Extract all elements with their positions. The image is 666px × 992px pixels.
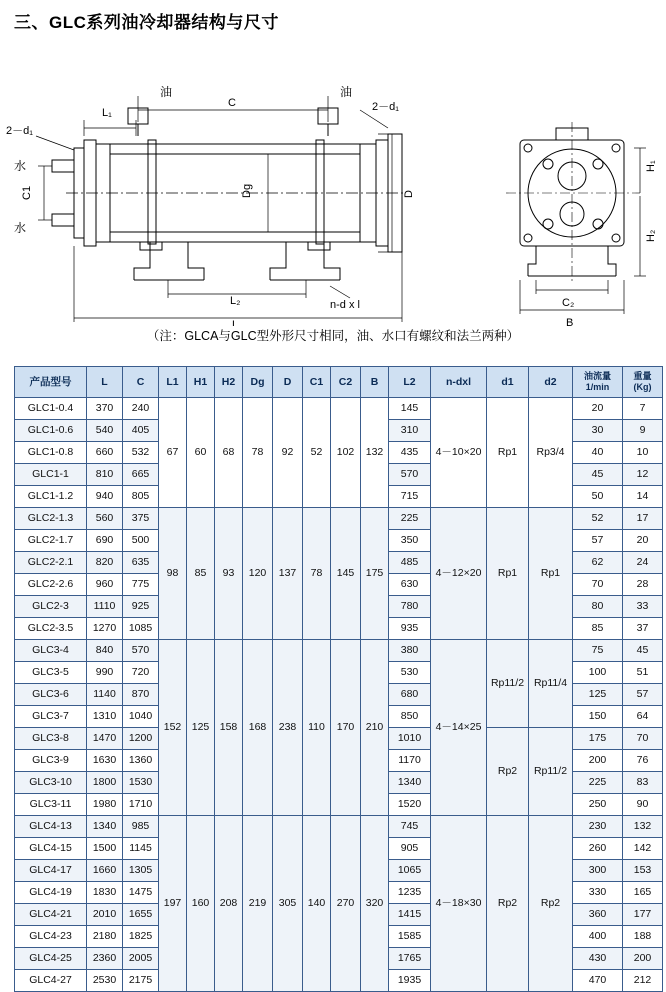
cell-L: 940 <box>87 486 123 508</box>
cell-L1: 197 <box>159 816 187 992</box>
cell-L2: 145 <box>389 398 431 420</box>
cell-L2: 1235 <box>389 882 431 904</box>
cell-H2: 158 <box>215 640 243 816</box>
cell-L2: 530 <box>389 662 431 684</box>
cell-flow: 260 <box>573 838 623 860</box>
cell-flow: 250 <box>573 794 623 816</box>
cell-C: 870 <box>123 684 159 706</box>
product-dimension-diagram <box>0 36 666 326</box>
cell-L: 1270 <box>87 618 123 640</box>
cell-H2: 93 <box>215 508 243 640</box>
cell-model: GLC4-27 <box>15 970 87 992</box>
cell-model: GLC3-6 <box>15 684 87 706</box>
cell-L: 370 <box>87 398 123 420</box>
cell-L: 960 <box>87 574 123 596</box>
cell-L: 540 <box>87 420 123 442</box>
cell-weight: 37 <box>623 618 663 640</box>
th-D: D <box>273 367 303 398</box>
cell-L: 1830 <box>87 882 123 904</box>
cell-flow: 85 <box>573 618 623 640</box>
cell-C: 665 <box>123 464 159 486</box>
cell-weight: 76 <box>623 750 663 772</box>
cell-weight: 33 <box>623 596 663 618</box>
cell-L: 560 <box>87 508 123 530</box>
cell-model: GLC2-2.1 <box>15 552 87 574</box>
cell-weight: 10 <box>623 442 663 464</box>
cell-Dg: 219 <box>243 816 273 992</box>
cell-model: GLC2-3 <box>15 596 87 618</box>
th-ndxl: n-dxl <box>431 367 487 398</box>
label-oil-right: 油 <box>340 85 353 99</box>
cell-d2: Rp11/2 <box>529 728 573 816</box>
cell-model: GLC1-0.8 <box>15 442 87 464</box>
th-L: L <box>87 367 123 398</box>
cell-flow: 430 <box>573 948 623 970</box>
cell-model: GLC4-15 <box>15 838 87 860</box>
cell-C2: 145 <box>331 508 361 640</box>
cell-L2: 485 <box>389 552 431 574</box>
cell-L2: 715 <box>389 486 431 508</box>
cell-model: GLC1-1.2 <box>15 486 87 508</box>
label-h1: H₁ <box>645 160 657 172</box>
cell-C: 775 <box>123 574 159 596</box>
cell-H2: 68 <box>215 398 243 508</box>
cell-flow: 40 <box>573 442 623 464</box>
cell-L2: 1765 <box>389 948 431 970</box>
cell-weight: 70 <box>623 728 663 750</box>
th-B: B <box>361 367 389 398</box>
cell-model: GLC2-3.5 <box>15 618 87 640</box>
cell-L2: 745 <box>389 816 431 838</box>
cell-flow: 230 <box>573 816 623 838</box>
cell-flow: 225 <box>573 772 623 794</box>
cell-flow: 470 <box>573 970 623 992</box>
cell-D: 92 <box>273 398 303 508</box>
cell-L: 690 <box>87 530 123 552</box>
cell-C: 1530 <box>123 772 159 794</box>
th-H2: H2 <box>215 367 243 398</box>
cell-L: 1660 <box>87 860 123 882</box>
th-flow-line1: 油流量 <box>583 371 611 381</box>
cell-D: 137 <box>273 508 303 640</box>
cell-flow: 360 <box>573 904 623 926</box>
cell-C1: 78 <box>303 508 331 640</box>
cell-weight: 83 <box>623 772 663 794</box>
cell-L: 2530 <box>87 970 123 992</box>
cell-C: 720 <box>123 662 159 684</box>
cell-C: 1305 <box>123 860 159 882</box>
cell-L2: 1010 <box>389 728 431 750</box>
cell-L: 1980 <box>87 794 123 816</box>
cell-L2: 1935 <box>389 970 431 992</box>
cell-ndxl: 4－10×20 <box>431 398 487 508</box>
cell-weight: 12 <box>623 464 663 486</box>
cell-C: 1085 <box>123 618 159 640</box>
th-C: C <box>123 367 159 398</box>
cell-L2: 935 <box>389 618 431 640</box>
cell-weight: 28 <box>623 574 663 596</box>
spec-table <box>14 366 663 992</box>
cell-L: 1800 <box>87 772 123 794</box>
cell-flow: 52 <box>573 508 623 530</box>
cell-L: 1470 <box>87 728 123 750</box>
cell-model: GLC4-23 <box>15 926 87 948</box>
cell-L2: 905 <box>389 838 431 860</box>
cell-C: 1825 <box>123 926 159 948</box>
table-row <box>15 398 663 420</box>
cell-flow: 125 <box>573 684 623 706</box>
cell-L2: 1585 <box>389 926 431 948</box>
cell-L2: 350 <box>389 530 431 552</box>
table-row <box>15 816 663 838</box>
th-C2: C2 <box>331 367 361 398</box>
label-b: B <box>566 317 574 326</box>
label-oil-left: 油 <box>160 85 173 99</box>
label-c1: C1 <box>21 185 33 200</box>
cell-B: 320 <box>361 816 389 992</box>
cell-C: 2175 <box>123 970 159 992</box>
cell-weight: 90 <box>623 794 663 816</box>
cell-L: 1500 <box>87 838 123 860</box>
cell-C: 2005 <box>123 948 159 970</box>
cell-B: 175 <box>361 508 389 640</box>
th-flow-line2: 1/min <box>585 382 610 392</box>
th-weight-line2: (Kg) <box>633 382 652 392</box>
cell-model: GLC4-13 <box>15 816 87 838</box>
th-d1: d1 <box>487 367 529 398</box>
th-flow <box>573 367 623 398</box>
cell-H2: 208 <box>215 816 243 992</box>
cell-C: 1360 <box>123 750 159 772</box>
cell-ndxl: 4－14×25 <box>431 640 487 816</box>
cell-L: 1140 <box>87 684 123 706</box>
cell-H1: 60 <box>187 398 215 508</box>
cell-C: 1040 <box>123 706 159 728</box>
cell-C1: 110 <box>303 640 331 816</box>
cell-L2: 780 <box>389 596 431 618</box>
cell-weight: 14 <box>623 486 663 508</box>
cell-weight: 24 <box>623 552 663 574</box>
label-d: D <box>403 190 415 198</box>
page-title: 三、GLC系列油冷却器结构与尺寸 <box>14 13 279 32</box>
cell-L: 2180 <box>87 926 123 948</box>
cell-L2: 1065 <box>389 860 431 882</box>
cell-H1: 85 <box>187 508 215 640</box>
cell-L: 1110 <box>87 596 123 618</box>
spec-table-container <box>14 366 652 992</box>
cell-L2: 680 <box>389 684 431 706</box>
cell-weight: 132 <box>623 816 663 838</box>
cell-model: GLC4-19 <box>15 882 87 904</box>
cell-L: 660 <box>87 442 123 464</box>
cell-L2: 435 <box>389 442 431 464</box>
cell-D: 305 <box>273 816 303 992</box>
cell-weight: 188 <box>623 926 663 948</box>
label-h2: H₂ <box>645 229 657 242</box>
label-2d1-left: 2－d₁ <box>6 125 33 137</box>
cell-d1: Rp2 <box>487 816 529 992</box>
cell-flow: 80 <box>573 596 623 618</box>
diagram-note: （注：GLCA与GLC型外形尺寸相同，油、水口有螺纹和法兰两种） <box>146 329 520 343</box>
cell-L: 2360 <box>87 948 123 970</box>
cell-L: 990 <box>87 662 123 684</box>
th-H1: H1 <box>187 367 215 398</box>
cell-flow: 300 <box>573 860 623 882</box>
th-model: 产品型号 <box>15 367 87 398</box>
cell-Dg: 78 <box>243 398 273 508</box>
cell-d1: Rp1 <box>487 398 529 508</box>
cell-model: GLC4-21 <box>15 904 87 926</box>
cell-model: GLC1-0.6 <box>15 420 87 442</box>
cell-weight: 20 <box>623 530 663 552</box>
label-water-bottom: 水 <box>14 221 27 235</box>
th-weight <box>623 367 663 398</box>
label-dg: Dg <box>241 183 253 198</box>
cell-L2: 1415 <box>389 904 431 926</box>
table-row <box>15 640 663 662</box>
cell-flow: 62 <box>573 552 623 574</box>
cell-flow: 400 <box>573 926 623 948</box>
cell-flow: 150 <box>573 706 623 728</box>
diagram-svg <box>0 36 666 326</box>
cell-model: GLC3-11 <box>15 794 87 816</box>
cell-model: GLC3-10 <box>15 772 87 794</box>
cell-H1: 125 <box>187 640 215 816</box>
cell-C2: 102 <box>331 398 361 508</box>
cell-H1: 160 <box>187 816 215 992</box>
th-L2: L2 <box>389 367 431 398</box>
cell-C: 925 <box>123 596 159 618</box>
cell-C: 1200 <box>123 728 159 750</box>
cell-C: 1475 <box>123 882 159 904</box>
cell-d1: Rp11/2 <box>487 640 529 728</box>
cell-flow: 100 <box>573 662 623 684</box>
th-weight-line1: 重量 <box>633 371 652 381</box>
cell-L: 1310 <box>87 706 123 728</box>
cell-d1: Rp1 <box>487 508 529 640</box>
cell-C1: 52 <box>303 398 331 508</box>
cell-C: 240 <box>123 398 159 420</box>
cell-B: 132 <box>361 398 389 508</box>
cell-Dg: 168 <box>243 640 273 816</box>
cell-weight: 200 <box>623 948 663 970</box>
cell-C: 1655 <box>123 904 159 926</box>
th-C1: C1 <box>303 367 331 398</box>
cell-model: GLC2-1.3 <box>15 508 87 530</box>
cell-L2: 850 <box>389 706 431 728</box>
cell-L: 2010 <box>87 904 123 926</box>
cell-L: 840 <box>87 640 123 662</box>
cell-model: GLC1-1 <box>15 464 87 486</box>
cell-model: GLC3-9 <box>15 750 87 772</box>
cell-C: 1710 <box>123 794 159 816</box>
cell-L2: 570 <box>389 464 431 486</box>
cell-model: GLC3-8 <box>15 728 87 750</box>
th-Dg: Dg <box>243 367 273 398</box>
cell-L2: 380 <box>389 640 431 662</box>
cell-flow: 20 <box>573 398 623 420</box>
cell-flow: 75 <box>573 640 623 662</box>
cell-flow: 57 <box>573 530 623 552</box>
cell-weight: 7 <box>623 398 663 420</box>
cell-model: GLC2-1.7 <box>15 530 87 552</box>
label-l2: L₂ <box>230 295 241 307</box>
cell-C2: 170 <box>331 640 361 816</box>
cell-Dg: 120 <box>243 508 273 640</box>
cell-flow: 50 <box>573 486 623 508</box>
cell-C: 570 <box>123 640 159 662</box>
cell-model: GLC2-2.6 <box>15 574 87 596</box>
cell-d1: Rp2 <box>487 728 529 816</box>
cell-L2: 630 <box>389 574 431 596</box>
cell-model: GLC4-25 <box>15 948 87 970</box>
cell-d2: Rp2 <box>529 816 573 992</box>
cell-L1: 152 <box>159 640 187 816</box>
cell-flow: 45 <box>573 464 623 486</box>
label-c2: C₂ <box>562 297 575 309</box>
cell-weight: 165 <box>623 882 663 904</box>
cell-d2: Rp1 <box>529 508 573 640</box>
cell-B: 210 <box>361 640 389 816</box>
cell-model: GLC3-5 <box>15 662 87 684</box>
cell-flow: 175 <box>573 728 623 750</box>
cell-C: 1145 <box>123 838 159 860</box>
cell-C: 985 <box>123 816 159 838</box>
label-c: C <box>228 97 236 109</box>
cell-flow: 30 <box>573 420 623 442</box>
cell-L: 1630 <box>87 750 123 772</box>
th-d2: d2 <box>529 367 573 398</box>
cell-flow: 200 <box>573 750 623 772</box>
label-2d1-right: 2－d₁ <box>372 101 399 113</box>
cell-C: 805 <box>123 486 159 508</box>
cell-weight: 17 <box>623 508 663 530</box>
cell-weight: 142 <box>623 838 663 860</box>
cell-C1: 140 <box>303 816 331 992</box>
cell-L1: 67 <box>159 398 187 508</box>
th-L1: L1 <box>159 367 187 398</box>
cell-ndxl: 4－12×20 <box>431 508 487 640</box>
cell-L2: 1340 <box>389 772 431 794</box>
cell-weight: 153 <box>623 860 663 882</box>
cell-L1: 98 <box>159 508 187 640</box>
cell-weight: 45 <box>623 640 663 662</box>
cell-L: 820 <box>87 552 123 574</box>
cell-weight: 212 <box>623 970 663 992</box>
cell-flow: 70 <box>573 574 623 596</box>
cell-model: GLC4-17 <box>15 860 87 882</box>
cell-L2: 1520 <box>389 794 431 816</box>
cell-C: 532 <box>123 442 159 464</box>
cell-flow: 330 <box>573 882 623 904</box>
cell-C: 500 <box>123 530 159 552</box>
cell-weight: 64 <box>623 706 663 728</box>
cell-C: 635 <box>123 552 159 574</box>
label-l: L <box>232 319 239 326</box>
cell-D: 238 <box>273 640 303 816</box>
cell-C: 375 <box>123 508 159 530</box>
table-row <box>15 508 663 530</box>
cell-L2: 310 <box>389 420 431 442</box>
cell-weight: 57 <box>623 684 663 706</box>
table-header-row <box>15 367 663 398</box>
cell-L: 1340 <box>87 816 123 838</box>
cell-model: GLC1-0.4 <box>15 398 87 420</box>
cell-weight: 177 <box>623 904 663 926</box>
cell-L2: 1170 <box>389 750 431 772</box>
cell-C2: 270 <box>331 816 361 992</box>
label-water-top: 水 <box>14 159 27 173</box>
cell-model: GLC3-4 <box>15 640 87 662</box>
cell-model: GLC3-7 <box>15 706 87 728</box>
cell-d2: Rp3/4 <box>529 398 573 508</box>
cell-L2: 225 <box>389 508 431 530</box>
cell-weight: 9 <box>623 420 663 442</box>
label-l1: L₁ <box>102 107 112 119</box>
label-ndxl: n-d x l <box>330 299 360 311</box>
cell-ndxl: 4－18×30 <box>431 816 487 992</box>
cell-C: 405 <box>123 420 159 442</box>
cell-weight: 51 <box>623 662 663 684</box>
cell-L: 810 <box>87 464 123 486</box>
cell-d2: Rp11/4 <box>529 640 573 728</box>
